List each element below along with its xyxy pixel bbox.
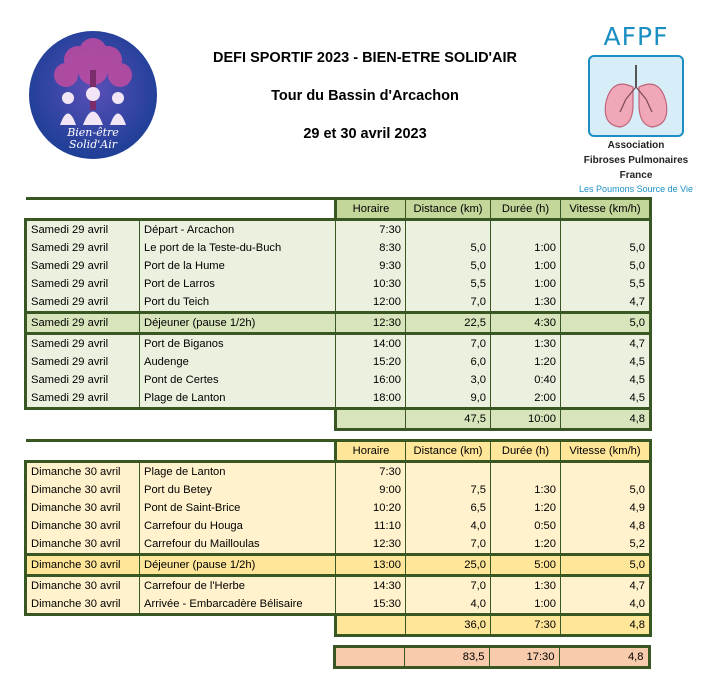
total-speed: 4,8 [561, 615, 651, 636]
time-cell: 9:00 [336, 481, 406, 499]
table-row [26, 293, 651, 313]
distance-cell: 7,0 [406, 535, 491, 555]
table-row [26, 257, 651, 275]
day-cell: Dimanche 30 avril [26, 481, 140, 499]
place-cell: Plage de Lanton [140, 389, 336, 409]
table-row [26, 576, 651, 596]
day2-total-row [26, 615, 651, 636]
duration-cell: 1:30 [491, 481, 561, 499]
total-speed: 4,8 [561, 409, 651, 430]
distance-cell: 4,0 [406, 595, 491, 615]
table-row [26, 239, 651, 257]
distance-cell: 5,5 [406, 275, 491, 293]
duration-cell: 1:00 [491, 595, 561, 615]
time-cell: 7:30 [336, 220, 406, 240]
event-subtitle: Tour du Bassin d'Arcachon [271, 88, 459, 104]
grand-total-table [24, 645, 651, 669]
grand-total-speed: 4,8 [559, 647, 649, 668]
time-cell: 18:00 [336, 389, 406, 409]
day-cell: Dimanche 30 avril [26, 576, 140, 596]
day-cell: Samedi 29 avril [26, 313, 140, 334]
place-cell: Carrefour de l'Herbe [140, 576, 336, 596]
lungs-icon [588, 55, 684, 137]
table-row [26, 481, 651, 499]
col-horaire: Horaire [336, 441, 406, 462]
speed-cell: 4,7 [561, 576, 651, 596]
duration-cell: 5:00 [491, 555, 561, 576]
day-cell: Samedi 29 avril [26, 334, 140, 354]
table-row [26, 389, 651, 409]
afpf-acronym: AFPF [603, 22, 669, 51]
time-cell: 7:30 [336, 462, 406, 482]
distance-cell [406, 220, 491, 240]
col-duree: Durée (h) [491, 441, 561, 462]
lunch-row [26, 313, 651, 334]
day2-header-row [26, 441, 651, 462]
table-row [26, 517, 651, 535]
day-cell: Samedi 29 avril [26, 353, 140, 371]
total-duration: 10:00 [491, 409, 561, 430]
event-dates: 29 et 30 avril 2023 [303, 126, 427, 142]
speed-cell: 4,5 [561, 353, 651, 371]
place-cell: Arrivée - Embarcadère Bélisaire [140, 595, 336, 615]
place-cell: Déjeuner (pause 1/2h) [140, 555, 336, 576]
distance-cell: 7,0 [406, 576, 491, 596]
duration-cell: 2:00 [491, 389, 561, 409]
place-cell: Le port de la Teste-du-Buch [140, 239, 336, 257]
grand-total-row [24, 647, 649, 668]
duration-cell: 0:40 [491, 371, 561, 389]
col-distance: Distance (km) [406, 441, 491, 462]
distance-cell: 25,0 [406, 555, 491, 576]
day-cell: Dimanche 30 avril [26, 535, 140, 555]
grand-total-distance: 83,5 [404, 647, 489, 668]
place-cell: Port du Teich [140, 293, 336, 313]
day-cell: Dimanche 30 avril [26, 555, 140, 576]
speed-cell [561, 462, 651, 482]
duration-cell: 1:20 [491, 499, 561, 517]
place-cell: Pont de Saint-Brice [140, 499, 336, 517]
distance-cell: 6,0 [406, 353, 491, 371]
day-cell: Samedi 29 avril [26, 389, 140, 409]
distance-cell: 4,0 [406, 517, 491, 535]
time-cell: 12:30 [336, 535, 406, 555]
time-cell: 16:00 [336, 371, 406, 389]
duration-cell: 1:00 [491, 275, 561, 293]
distance-cell: 9,0 [406, 389, 491, 409]
afpf-name-3: France [619, 170, 653, 181]
table-row [26, 275, 651, 293]
distance-cell: 5,0 [406, 257, 491, 275]
speed-cell [561, 220, 651, 240]
time-cell: 11:10 [336, 517, 406, 535]
time-cell: 12:00 [336, 293, 406, 313]
duration-cell: 1:30 [491, 334, 561, 354]
place-cell: Port de Biganos [140, 334, 336, 354]
place-cell: Port du Betey [140, 481, 336, 499]
speed-cell: 5,2 [561, 535, 651, 555]
speed-cell: 4,9 [561, 499, 651, 517]
day-cell: Dimanche 30 avril [26, 595, 140, 615]
table-row [26, 334, 651, 354]
afpf-name-2: Fibroses Pulmonaires [583, 155, 689, 166]
day-cell: Samedi 29 avril [26, 293, 140, 313]
distance-cell: 5,0 [406, 239, 491, 257]
speed-cell: 4,7 [561, 293, 651, 313]
day-cell: Samedi 29 avril [26, 275, 140, 293]
table-row [26, 353, 651, 371]
place-cell: Départ - Arcachon [140, 220, 336, 240]
col-duree: Durée (h) [491, 199, 561, 220]
time-cell: 10:20 [336, 499, 406, 517]
time-cell: 13:00 [336, 555, 406, 576]
duration-cell: 1:30 [491, 576, 561, 596]
lunch-row [26, 555, 651, 576]
total-distance: 36,0 [406, 615, 491, 636]
time-cell: 10:30 [336, 275, 406, 293]
event-title: DEFI SPORTIF 2023 - BIEN-ETRE SOLID'AIR [213, 50, 517, 66]
bien-etre-solidair-logo [28, 30, 158, 160]
duration-cell [491, 220, 561, 240]
distance-cell: 3,0 [406, 371, 491, 389]
logo-text-2: Solid'Air [69, 138, 117, 151]
table-row [26, 535, 651, 555]
day1-total-row [26, 409, 651, 430]
duration-cell: 1:20 [491, 353, 561, 371]
day2-table [24, 439, 652, 637]
speed-cell: 5,0 [561, 481, 651, 499]
speed-cell: 4,0 [561, 595, 651, 615]
day-cell: Samedi 29 avril [26, 220, 140, 240]
time-cell: 14:00 [336, 334, 406, 354]
distance-cell: 7,0 [406, 334, 491, 354]
day-cell: Dimanche 30 avril [26, 462, 140, 482]
col-horaire: Horaire [336, 199, 406, 220]
col-vitesse: Vitesse (km/h) [561, 199, 651, 220]
day1-table [24, 197, 652, 431]
day-cell: Samedi 29 avril [26, 239, 140, 257]
table-row [26, 595, 651, 615]
place-cell: Plage de Lanton [140, 462, 336, 482]
duration-cell: 0:50 [491, 517, 561, 535]
logo-text-1: Bien-être [67, 126, 119, 139]
day1-header-row [26, 199, 651, 220]
place-cell: Déjeuner (pause 1/2h) [140, 313, 336, 334]
afpf-name-1: Association [607, 140, 665, 151]
time-cell: 8:30 [336, 239, 406, 257]
place-cell: Audenge [140, 353, 336, 371]
afpf-tagline: Les Poumons Source de Vie [579, 184, 693, 194]
table-row [26, 220, 651, 240]
duration-cell: 1:30 [491, 293, 561, 313]
place-cell: Pont de Certes [140, 371, 336, 389]
time-cell: 14:30 [336, 576, 406, 596]
col-vitesse: Vitesse (km/h) [561, 441, 651, 462]
distance-cell [406, 462, 491, 482]
place-cell: Carrefour du Mailloulas [140, 535, 336, 555]
time-cell: 15:20 [336, 353, 406, 371]
distance-cell: 22,5 [406, 313, 491, 334]
speed-cell: 5,0 [561, 555, 651, 576]
duration-cell: 1:20 [491, 535, 561, 555]
day-cell: Dimanche 30 avril [26, 517, 140, 535]
place-cell: Carrefour du Houga [140, 517, 336, 535]
speed-cell: 4,7 [561, 334, 651, 354]
duration-cell: 1:00 [491, 257, 561, 275]
time-cell: 12:30 [336, 313, 406, 334]
table-row [26, 462, 651, 482]
speed-cell: 5,0 [561, 239, 651, 257]
total-distance: 47,5 [406, 409, 491, 430]
table-row [26, 371, 651, 389]
speed-cell: 5,5 [561, 275, 651, 293]
place-cell: Port de Larros [140, 275, 336, 293]
day-cell: Samedi 29 avril [26, 371, 140, 389]
speed-cell: 4,5 [561, 371, 651, 389]
time-cell: 15:30 [336, 595, 406, 615]
time-cell: 9:30 [336, 257, 406, 275]
speed-cell: 5,0 [561, 257, 651, 275]
afpf-logo [566, 24, 706, 194]
distance-cell: 7,5 [406, 481, 491, 499]
speed-cell: 5,0 [561, 313, 651, 334]
grand-total-duration: 17:30 [489, 647, 559, 668]
day-cell: Dimanche 30 avril [26, 499, 140, 517]
col-distance: Distance (km) [406, 199, 491, 220]
table-row [26, 499, 651, 517]
speed-cell: 4,8 [561, 517, 651, 535]
total-duration: 7:30 [491, 615, 561, 636]
duration-cell: 1:00 [491, 239, 561, 257]
distance-cell: 6,5 [406, 499, 491, 517]
distance-cell: 7,0 [406, 293, 491, 313]
speed-cell: 4,5 [561, 389, 651, 409]
day-cell: Samedi 29 avril [26, 257, 140, 275]
duration-cell: 4:30 [491, 313, 561, 334]
place-cell: Port de la Hume [140, 257, 336, 275]
duration-cell [491, 462, 561, 482]
